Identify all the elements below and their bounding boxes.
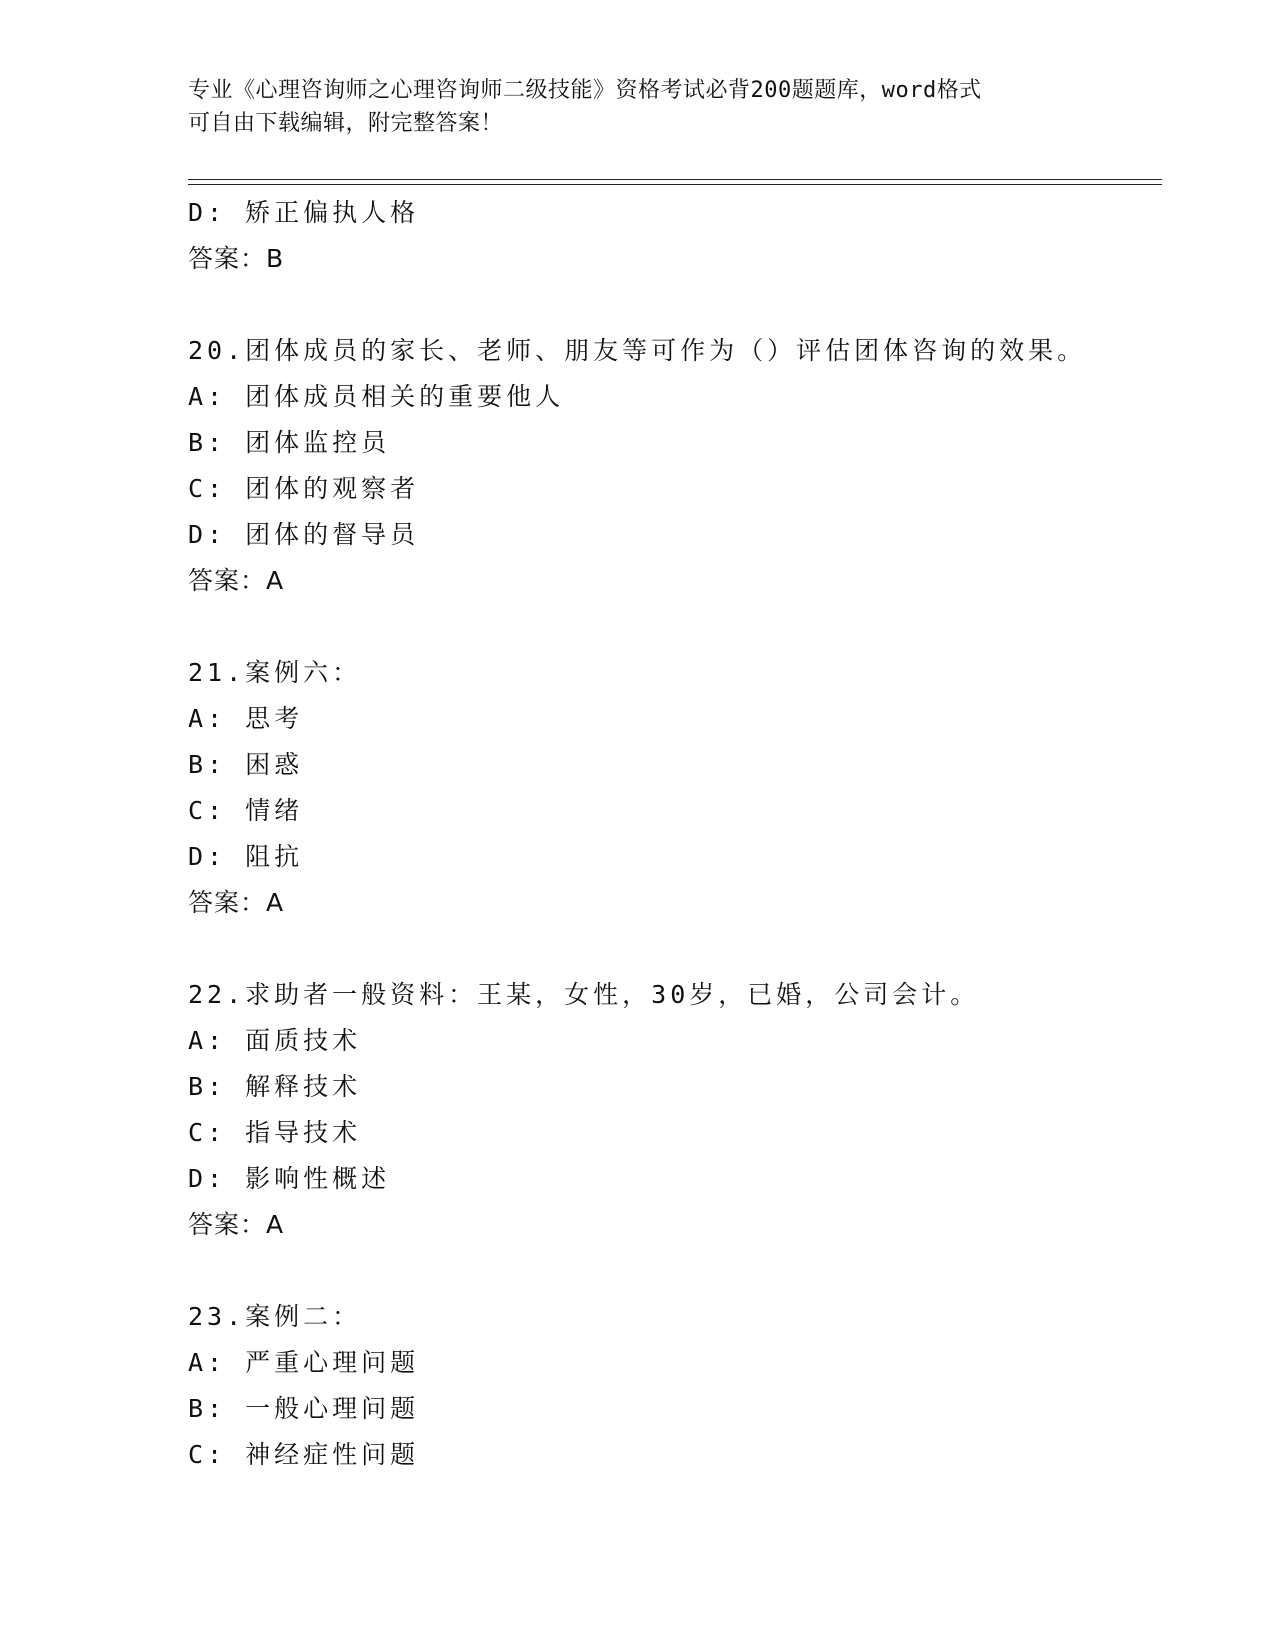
option-a: A: 团体成员相关的重要他人 (188, 382, 565, 411)
document-header (188, 74, 1088, 140)
option-a: A: 思考 (188, 704, 304, 733)
header-divider-bottom (188, 184, 1162, 185)
spacer (188, 604, 1158, 650)
answer-line: 答案：B (188, 244, 285, 273)
question-list (188, 190, 1158, 1478)
option-d: D: 团体的督导员 (188, 520, 420, 549)
option-c: C: 指导技术 (188, 1118, 362, 1147)
spacer (188, 926, 1158, 972)
question-stem: 21.案例六： (188, 658, 362, 687)
option-a: A: 严重心理问题 (188, 1348, 420, 1377)
option-c: C: 神经症性问题 (188, 1440, 420, 1469)
option-c: C: 情绪 (188, 796, 304, 825)
option-b: B: 解释技术 (188, 1072, 362, 1101)
answer-line: 答案：A (188, 888, 285, 917)
option-b: B: 一般心理问题 (188, 1394, 420, 1423)
question-stem: 22.求助者一般资料：王某，女性，30岁，已婚，公司会计。 (188, 980, 980, 1009)
header-divider-top (188, 179, 1162, 180)
option-b: B: 团体监控员 (188, 428, 391, 457)
option-d: D: 影响性概述 (188, 1164, 391, 1193)
option-b: B: 困惑 (188, 750, 304, 779)
question-stem: 20.团体成员的家长、老师、朋友等可作为（）评估团体咨询的效果。 (188, 336, 1087, 365)
header-line-2: 可自由下载编辑，附完整答案！ (188, 111, 504, 136)
header-line-1: 专业《心理咨询师之心理咨询师二级技能》资格考试必背200题题库，word格式 (188, 78, 982, 103)
option-c: C: 团体的观察者 (188, 474, 420, 503)
option-a: A: 面质技术 (188, 1026, 362, 1055)
option-d: D: 矫正偏执人格 (188, 198, 420, 227)
question-stem: 23.案例二： (188, 1302, 362, 1331)
spacer (188, 282, 1158, 328)
answer-line: 答案：A (188, 566, 285, 595)
option-d: D: 阻抗 (188, 842, 304, 871)
spacer (188, 1248, 1158, 1294)
answer-line: 答案：A (188, 1210, 285, 1239)
